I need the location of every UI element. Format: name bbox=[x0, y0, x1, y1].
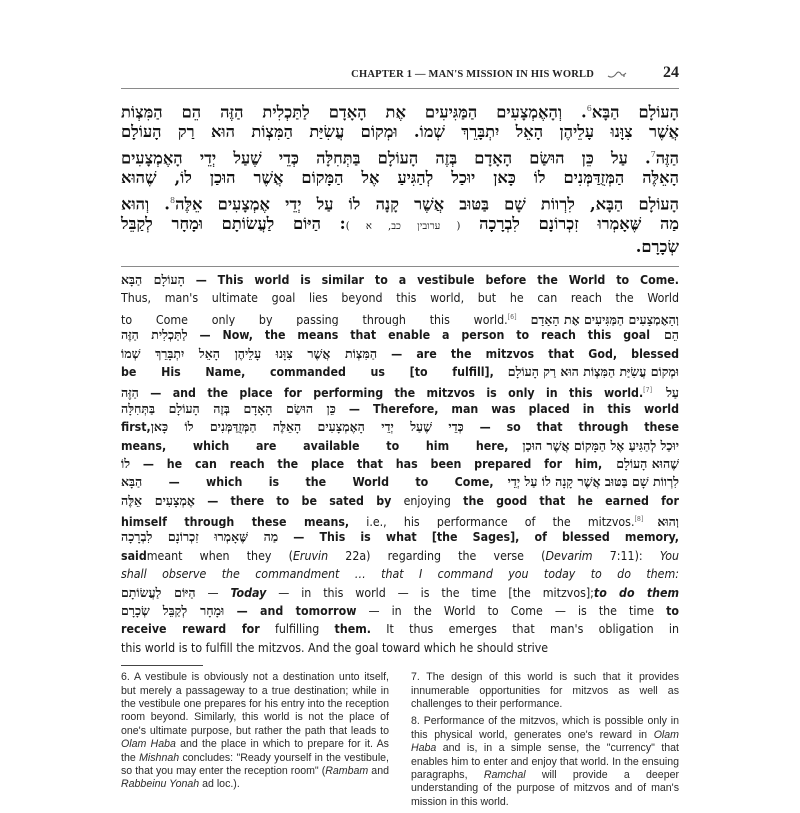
footnote-marker: 8 bbox=[169, 196, 176, 205]
swash-ornament-icon bbox=[607, 68, 627, 80]
section-divider bbox=[121, 266, 679, 267]
hebrew-line bbox=[121, 235, 679, 258]
commentary-text bbox=[121, 345, 679, 363]
hebrew-line bbox=[121, 212, 679, 235]
footnote-rule bbox=[121, 665, 203, 666]
footnote bbox=[411, 671, 679, 711]
page-number: 24 bbox=[663, 64, 679, 81]
italic-text: Ramchal bbox=[483, 769, 526, 782]
bold-italic-text: Today bbox=[230, 585, 267, 600]
hebrew-lemma: הַבָּא bbox=[121, 474, 143, 490]
plain-text: — bbox=[195, 585, 231, 600]
hebrew-lemma-next: עַל bbox=[666, 385, 679, 400]
hebrew-text: . וְהָאֶמְצָעִים הַמַּגִּיעִים אֶת הָאָדָם לַתַּכְלִית הַזֶּה הֵם הַמִּצְוֹת bbox=[121, 102, 587, 122]
commentary-line bbox=[121, 602, 679, 620]
bold-text: first, bbox=[121, 420, 151, 435]
hebrew-line bbox=[121, 120, 679, 143]
hebrew-text: שְׂכָרָם. bbox=[635, 237, 679, 256]
bold-text: — and tomorrow bbox=[224, 604, 357, 619]
hebrew-line bbox=[121, 166, 679, 189]
plain-text: It thus emerges that man's obligation in bbox=[370, 622, 679, 637]
italic-text: Mishnah bbox=[139, 751, 180, 764]
bold-text: — so that through these bbox=[463, 420, 679, 435]
commentary-line bbox=[121, 418, 679, 436]
hebrew-lemma: הַיּוֹם לַעֲשׂוֹתָם bbox=[121, 584, 196, 600]
commentary-text bbox=[121, 400, 679, 418]
bold-text: receive reward for bbox=[121, 622, 260, 637]
plain-text: enjoying bbox=[403, 493, 451, 508]
hebrew-text: אֲשֶׁר צִוָּנוּ עָלֵיהֶן הָאֵל יִתְבָּרֵךְ שְׁמוֹ. וּמְקוֹם עֲשִׂיַּת הַמִּצְוֹת הוּא רַק הָעוֹלָם bbox=[121, 122, 679, 141]
commentary-text bbox=[121, 528, 679, 546]
hebrew-text: הָעוֹלָם הַבָּא bbox=[591, 102, 679, 122]
hebrew-lemma: וּמָחָר לְקַבֵּל שְׂכָרָם bbox=[121, 603, 225, 619]
hebrew-line bbox=[121, 97, 679, 120]
plain-text: this world is to fulfill the mitzvos. And the goal toward which he should strive bbox=[121, 640, 549, 655]
footnote-marker: 6 bbox=[586, 104, 592, 113]
hebrew-source-text bbox=[121, 97, 679, 258]
commentary-line bbox=[121, 326, 679, 344]
commentary-line bbox=[121, 584, 679, 602]
source-citation: ( ערובין כב, א ) bbox=[345, 221, 461, 232]
english-commentary bbox=[121, 271, 679, 657]
bold-text: — Now, the means that enable a person to reach this goal bbox=[187, 328, 650, 343]
bold-text: — This world is similar to a vestibule before the World to Come. bbox=[184, 273, 679, 287]
hebrew-line bbox=[121, 189, 679, 212]
commentary-line bbox=[121, 473, 679, 491]
italic-text: Eruvin bbox=[292, 548, 329, 563]
italic-text: Olam Haba bbox=[411, 728, 679, 755]
plain-text: 22a) regarding the verse ( bbox=[328, 548, 546, 563]
hebrew-lemma-next: וּמְקוֹם עֲשִׂיַּת הַמִּצְוֹת הוּא רַק הָעוֹלָם bbox=[507, 363, 679, 379]
book-page bbox=[121, 62, 679, 813]
commentary-text bbox=[121, 492, 679, 510]
plain-text: 7:11): bbox=[592, 548, 660, 563]
hebrew-lemma: מַה שֶּׁאָמְרוּ זִכְרוֹנָם לִבְרָכָה bbox=[121, 529, 279, 545]
commentary-text bbox=[121, 602, 679, 620]
bold-text: — are the mitzvos that God, blessed bbox=[377, 346, 679, 361]
commentary-line bbox=[121, 620, 679, 638]
commentary-text bbox=[121, 510, 643, 528]
footnote-text: and bbox=[368, 765, 389, 778]
commentary-text bbox=[121, 363, 494, 381]
commentary-line bbox=[121, 381, 679, 399]
commentary-text bbox=[121, 437, 508, 455]
footnote-column-left bbox=[121, 671, 389, 813]
hebrew-lemma-next: יוּכַל לְהַגִּיעַ אֶל הַמָּקוֹם אֲשֶׁר הוּכַן bbox=[522, 437, 679, 453]
italic-text: Devarim bbox=[545, 548, 593, 563]
commentary-text bbox=[121, 418, 679, 436]
commentary-text bbox=[121, 565, 679, 583]
bold-text: said bbox=[121, 548, 147, 563]
italic-text: You bbox=[659, 548, 679, 563]
hebrew-lemma: הָעוֹלָם הַבָּא bbox=[121, 272, 185, 287]
commentary-text bbox=[121, 308, 517, 326]
commentary-line bbox=[121, 289, 679, 307]
italic-text: Rambam bbox=[325, 765, 369, 778]
footnote-marker: 7 bbox=[650, 150, 656, 159]
commentary-line bbox=[121, 271, 679, 289]
commentary-line bbox=[121, 363, 679, 381]
hebrew-text: הַזֶּה bbox=[655, 148, 679, 168]
bold-text: — there to be sated by bbox=[194, 493, 404, 508]
bold-italic-text: to do them bbox=[593, 585, 679, 600]
commentary-text bbox=[121, 584, 679, 602]
commentary-text bbox=[121, 620, 679, 638]
plain-text: fulfilling bbox=[259, 622, 335, 637]
hebrew-lemma-next: וְהוּא bbox=[657, 514, 679, 529]
hebrew-lemma: לַתַּכְלִית הַזֶּה bbox=[121, 327, 188, 343]
footnote-text: and is, in a simple sense, the "currency" that enables him to enter and enjoy that world. In the ensuing paragraphs, bbox=[411, 742, 679, 782]
plain-text: meant when they bbox=[146, 548, 289, 563]
italic-text: Rabbeinu Yonah bbox=[121, 778, 200, 791]
bold-text: to bbox=[666, 604, 679, 619]
plain-text: — in this world — is the time bbox=[266, 585, 509, 600]
commentary-line bbox=[121, 308, 679, 326]
footnote bbox=[411, 715, 679, 809]
plain-text: [the mitzvos]; bbox=[508, 585, 594, 600]
commentary-text bbox=[121, 547, 679, 565]
footnote-text: ad loc.). bbox=[199, 778, 240, 791]
bold-text: — Therefore, man was placed in this world bbox=[335, 401, 679, 416]
footnote-text: 6. A vestibule is obviously not a destination unto itself, but merely a passageway to a true destination; while in the vestibule one prepares for his entry into the reception room beyond. Similarly, this world is not the place of one's ultimate purpose, but rather the path that leads to bbox=[121, 671, 389, 737]
hebrew-lemma-next: הֵם bbox=[664, 327, 679, 343]
commentary-text bbox=[121, 271, 679, 289]
bold-text: — which is the World to Come, bbox=[142, 475, 494, 490]
footnote bbox=[121, 671, 389, 792]
footnote-column-right bbox=[411, 671, 679, 813]
commentary-line bbox=[121, 565, 679, 583]
bold-text: means, which are available to him here, bbox=[121, 438, 509, 453]
commentary-line bbox=[121, 639, 679, 657]
hebrew-lemma-next: שֶׁהוּא הָעוֹלָם bbox=[616, 455, 679, 471]
plain-text: to Come only by passing through this world. bbox=[121, 312, 508, 327]
hebrew-text: : הַיּוֹם לַעֲשׂוֹתָם וּמָחָר לְקַבֵּל bbox=[121, 214, 346, 233]
hebrew-lemma-next: וְהָאֶמְצָעִים הַמַּגִּיעִים אֶת הָאָדָם bbox=[530, 311, 679, 327]
plain-text: Thus, man's ultimate goal lies beyond this world, but he can reach the World bbox=[121, 291, 679, 306]
commentary-text bbox=[121, 473, 494, 491]
hebrew-lemma: הַמִּצְוֹת אֲשֶׁר צִוָּנוּ עָלֵיהֶן הָאֵל יִתְבָּרֵךְ שְׁמוֹ bbox=[121, 345, 378, 361]
commentary-text bbox=[121, 326, 650, 344]
plain-text: — in the World to Come — is the time bbox=[356, 604, 667, 619]
bold-text: — and the place for performing the mitzvos is only in this world. bbox=[138, 386, 644, 400]
hebrew-line bbox=[121, 143, 679, 166]
commentary-line bbox=[121, 345, 679, 363]
hebrew-lemma: כֵּן הוּשַׂם הָאָדָם בְּזֶה הָעוֹלָם בַּתְּחִלָּה bbox=[121, 400, 336, 416]
commentary-line bbox=[121, 528, 679, 546]
commentary-text bbox=[121, 455, 602, 473]
plain-text: i.e., his performance of the mitzvos. bbox=[349, 515, 635, 529]
commentary-line bbox=[121, 492, 679, 510]
hebrew-lemma: כְּדֵי שֶׁעַל יְדֵי הָאֶמְצָעִים הָאֵלֶּה הַמְּזֻדַּמְּנִים לוֹ כָּאן bbox=[150, 419, 464, 435]
footnote-ref: [6] bbox=[507, 312, 517, 321]
commentary-text bbox=[121, 381, 652, 399]
footnote-text: will provide a deeper understanding of the purpose of mitzvos and of man's mission in this world. bbox=[411, 769, 680, 808]
hebrew-text: . עַל כֵּן הוּשַׂם הָאָדָם בְּזֶה הָעוֹלָם בַּתְּחִלָּה כְּדֵי שֶׁעַל יְדֵי הָאֶמְצָעִים bbox=[121, 148, 651, 168]
bold-text: them. bbox=[334, 622, 371, 637]
italic-text: shall observe the commandment … that I command you today to do them: bbox=[121, 567, 679, 582]
hebrew-text: . וְהוּא bbox=[121, 194, 170, 214]
hebrew-lemma: אֶמְצָעִים אֵלֶּה bbox=[121, 492, 195, 508]
footnote-ref: [8] bbox=[634, 515, 644, 524]
italic-text: Olam Haba bbox=[121, 738, 176, 751]
commentary-line bbox=[121, 455, 679, 473]
commentary-text bbox=[121, 639, 679, 657]
hebrew-lemma: הַזֶּה bbox=[121, 385, 139, 400]
footnote-ref: [7] bbox=[643, 386, 653, 395]
footnote-text: and the place in which to prepare for it. As the bbox=[121, 738, 389, 764]
bold-text: the good that he earned for bbox=[450, 493, 679, 508]
footnote-text: 7. The design of this world is such that it provides innumerable opportunities for mitzvos as well as challenges to their performance. bbox=[411, 671, 679, 711]
bold-text: — he can reach the place that has been prepared for him, bbox=[130, 456, 603, 471]
commentary-line bbox=[121, 400, 679, 418]
bold-text: himself through these means, bbox=[121, 515, 350, 529]
commentary-line bbox=[121, 547, 679, 565]
commentary-line bbox=[121, 437, 679, 455]
hebrew-text: הָעוֹלָם הַבָּא, לִרְווֹת שָׁם בַּטּוּב אֲשֶׁר קָנָה לוֹ עַל יְדֵי אֶמְצָעִים אֵלֶּה bbox=[175, 194, 679, 214]
bold-text: — This is what [the Sages], of blessed memory, bbox=[278, 530, 679, 545]
hebrew-lemma: לוֹ bbox=[121, 455, 131, 471]
footnotes bbox=[121, 671, 679, 813]
plain-text: ( bbox=[288, 548, 293, 563]
hebrew-text: הָאֵלֶּה הַמְּזֻדַּמְּנִים לוֹ כָּאן יוּכַל לְהַגִּיעַ אֶל הַמָּקוֹם אֲשֶׁר הוּכַן לוֹ, שֶׁהוּא bbox=[121, 168, 679, 187]
footnote-text: 8. Performance of the mitzvos, which is possible only in this physical world, generates one's reward in bbox=[411, 715, 679, 741]
bold-text: be His Name, commanded us [to fulfill], bbox=[121, 364, 494, 379]
footnote-text: concludes: "Ready yourself in the vestibule, so that you may enter the reception room" ( bbox=[121, 751, 390, 778]
chapter-title: CHAPTER 1 — MAN'S MISSION IN HIS WORLD bbox=[351, 69, 594, 80]
hebrew-lemma-next: לִרְווֹת שָׁם בַּטּוּב אֲשֶׁר קָנָה לוֹ עַל יְדֵי bbox=[507, 474, 679, 490]
commentary-line bbox=[121, 510, 679, 528]
commentary-text bbox=[121, 289, 679, 307]
running-head bbox=[121, 62, 679, 89]
hebrew-text: מַה שֶּׁאָמְרוּ זִכְרוֹנָם לִבְרָכָה bbox=[479, 214, 679, 233]
